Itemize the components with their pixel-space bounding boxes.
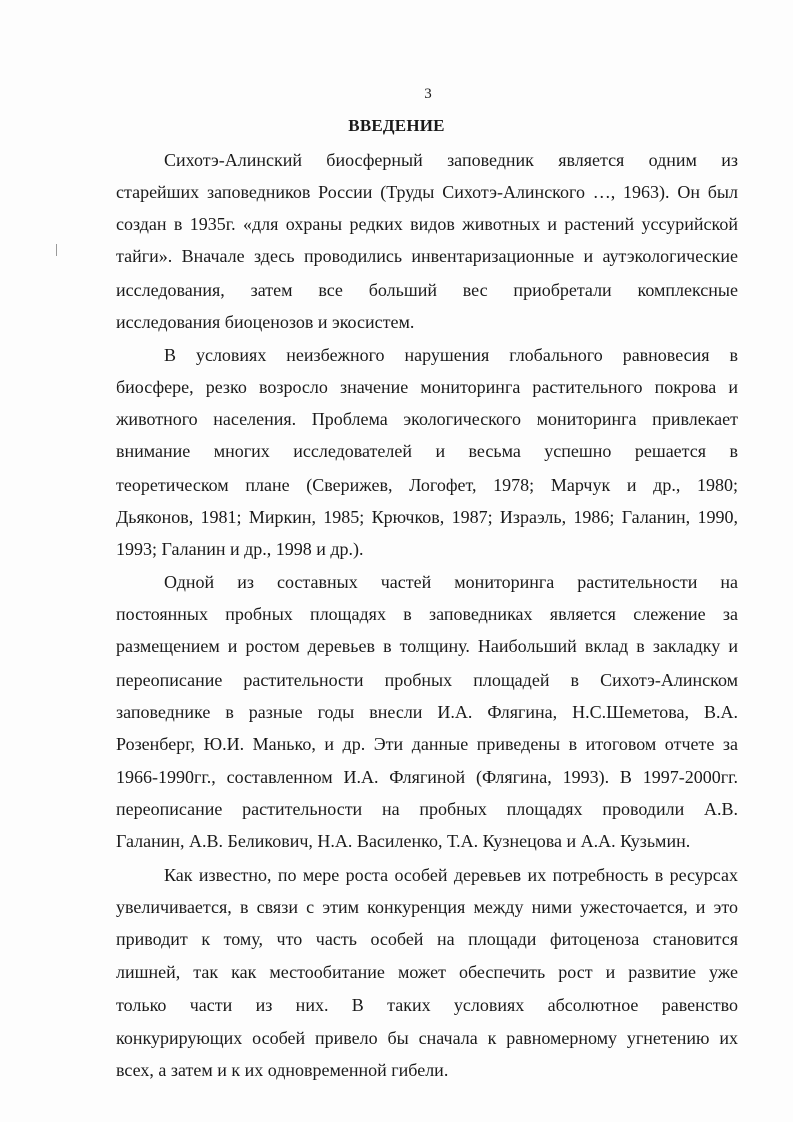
text-line: переописание растительности пробных площадей в Сихотэ-Алинском	[116, 670, 738, 690]
text-line: размещением и ростом деревьев в толщину. Наибольший вклад в закладку и	[116, 636, 738, 656]
text-line: постоянных пробных площадях в заповедниках является слежение за	[116, 604, 738, 624]
text-line: теоретическом плане (Сверижев, Логофет, 1978; Марчук и др., 1980;	[116, 475, 738, 495]
text-line: приводит к тому, что часть особей на площади фитоценоза становится	[116, 929, 738, 949]
text-line: только части из них. В таких условиях абсолютное равенство	[116, 995, 738, 1015]
text-line: В условиях неизбежного нарушения глобального равновесия в	[164, 345, 738, 365]
text-line: Дьяконов, 1981; Миркин, 1985; Крючков, 1987; Израэль, 1986; Галанин, 1990,	[116, 507, 738, 527]
margin-mark	[56, 244, 57, 256]
text-line: внимание многих исследователей и весьма успешно решается в	[116, 441, 738, 461]
page-number: 3	[424, 86, 432, 102]
text-line: Розенберг, Ю.И. Манько, и др. Эти данные приведены в итоговом отчете за	[116, 734, 738, 754]
text-line: лишней, так как местообитание может обеспечить рост и развитие уже	[116, 962, 738, 982]
text-line: биосфере, резко возросло значение мониторинга растительного покрова и	[116, 377, 738, 397]
text-line: 1966-1990гг., составленном И.А. Флягиной (Флягина, 1993). В 1997-2000гг.	[116, 767, 738, 787]
text-line: создан в 1935г. «для охраны редких видов животных и растений уссурийской	[116, 214, 738, 234]
page-title: ВВЕДЕНИЕ	[348, 116, 445, 135]
text-line: Сихотэ-Алинский биосферный заповедник является одним из	[164, 150, 738, 170]
text-line: всех, а затем и к их одновременной гибели.	[116, 1060, 449, 1080]
text-line: Как известно, по мере роста особей деревьев их потребность в ресурсах	[164, 865, 738, 885]
text-line: Галанин, А.В. Беликович, Н.А. Василенко, Т.А. Кузнецова и А.А. Кузьмин.	[116, 831, 691, 851]
text-line: заповеднике в разные годы внесли И.А. Флягина, Н.С.Шеметова, В.А.	[116, 702, 738, 722]
text-line: 1993; Галанин и др., 1998 и др.).	[116, 539, 364, 559]
text-line: переописание растительности на пробных площадях проводили А.В.	[116, 799, 738, 819]
text-line: Одной из составных частей мониторинга растительности на	[164, 572, 738, 592]
text-line: старейших заповедников России (Труды Сихотэ-Алинского …, 1963). Он был	[116, 182, 738, 202]
text-line: животного населения. Проблема экологического мониторинга привлекает	[116, 409, 738, 429]
text-line: тайги». Вначале здесь проводились инвентаризационные и аутэкологические	[116, 246, 738, 266]
text-line: исследования биоценозов и экосистем.	[116, 312, 415, 332]
text-line: конкурирующих особей привело бы сначала к равномерному угнетению их	[116, 1028, 738, 1048]
text-line: увеличивается, в связи с этим конкуренция между ними ужесточается, и это	[116, 897, 738, 917]
text-line: исследования, затем все больший вес приобретали комплексные	[116, 280, 738, 300]
